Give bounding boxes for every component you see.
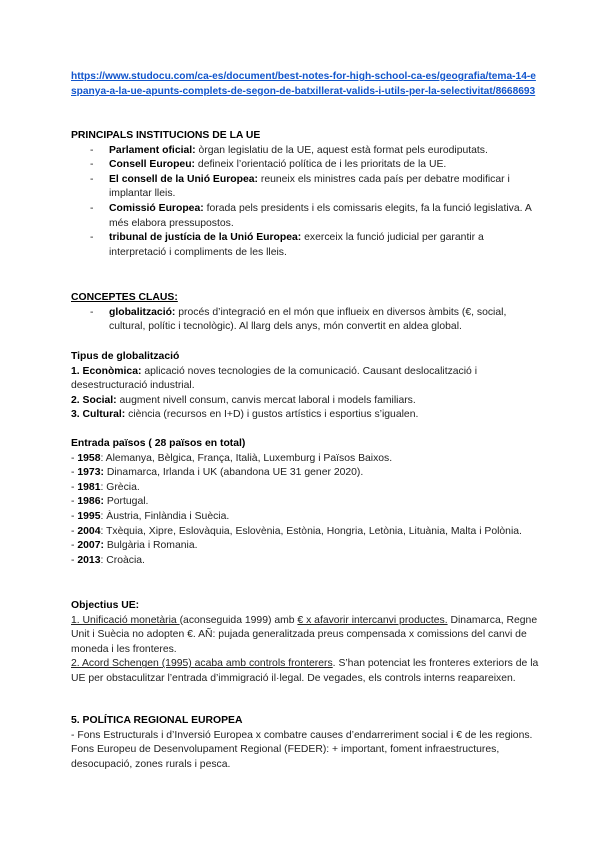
- list-item: - 1958: Alemanya, Bèlgica, França, Italià, Luxemburg i Països Baixos.: [71, 452, 393, 464]
- list-item: - Parlament oficial: òrgan legislatiu de la UE, aquest està format pels eurodiputats.: [90, 144, 488, 156]
- list-item: - globalització: procés d’integració en el món que influeix en diversos àmbits (€, social, cultural, polític i tecnològic). Al llarg dels anys, món convertit en aldea global.: [90, 306, 507, 333]
- objective-1: 1. Unificació monetària (aconseguida 1999) amb € x afavorir intercanvi productes. Dinamarca, Regne Unit i Suècia no adopten €. AÑ: pujada generalitzada preus compensada x comissions del canvi de moneda i les fronteres.: [71, 614, 538, 655]
- source-link[interactable]: https://www.studocu.com/ca-es/document/best-notes-for-high-school-ca-es/geografia/tema-14-espanya-a-la-ue-apunts-complets-de-segon-de-batxillerat-valids-i-utils-per-la-selectivitat/8668693: [71, 71, 536, 97]
- section-title: Entrada països ( 28 països en total): [71, 438, 246, 449]
- section-entrada: [71, 437, 539, 568]
- list-item: - 2004: Txèquia, Xipre, Eslovàquia, Eslovènia, Estònia, Hongria, Letònia, Lituània, Malta i Polònia.: [71, 525, 522, 537]
- section-title: PRINCIPALS INSTITUCIONS DE LA UE: [71, 130, 261, 141]
- paragraph: - Fons Estructurals i d’Inversió Europea x combatre causes d’endarreriment social i € de les regions. Fons Europeu de Desenvolupament Regional (FEDER): + important, foment infraestructures, desocupació, zones rurals i pesca.: [71, 729, 533, 770]
- list-item: - tribunal de justícia de la Unió Europea: exerceix la funció judicial per garantir a interpretació i compliments de les lleis.: [90, 232, 484, 258]
- list-item: - 1981: Grècia.: [71, 481, 140, 493]
- section-title: CONCEPTES CLAUS:: [71, 292, 178, 303]
- list-item: - Consell Europeu: defineix l’orientació política de i les prioritats de la UE.: [90, 159, 447, 171]
- list-item: 3. Cultural: ciència (recursos en I+D) i gustos artístics i esportius s’igualen.: [71, 409, 419, 421]
- list-item: - 2013: Croàcia.: [71, 554, 145, 566]
- list-item: - Comissió Europea: forada pels presidents i els comissaris elegits, fa la funció legislativa. A més elabora pressupostos.: [90, 202, 532, 229]
- section-title: 5. POLÍTICA REGIONAL EUROPEA: [71, 715, 243, 726]
- list-item: - El consell de la Unió Europea: reuneix els ministres cada país per debatre modificar i implantar lleis.: [90, 173, 510, 200]
- section-conceptes: [71, 291, 539, 335]
- list-item: - 1986: Portugal.: [71, 496, 149, 508]
- section-title: Tipus de globalització: [71, 351, 180, 362]
- section-politica: [71, 714, 539, 772]
- section-objectius: [71, 599, 539, 687]
- section-title: Objectius UE:: [71, 600, 140, 611]
- section-tipus: [71, 350, 539, 423]
- list-item: - 1973: Dinamarca, Irlanda i UK (abandona UE 31 gener 2020).: [71, 467, 364, 479]
- list-item: - 1995: Àustria, Finlàndia i Suècia.: [71, 510, 230, 522]
- section-institucions: [71, 129, 539, 260]
- objective-2: 2. Acord Schengen (1995) acaba amb controls fronterers. S’han potenciat les fronteres exteriors de la UE per obstaculitzar l’entrada d’immigració il·legal. De vegades, els controls interns reapareixen.: [71, 658, 539, 684]
- list-item: - 2007: Bulgària i Romania.: [71, 540, 198, 552]
- list-item: 1. Econòmica: aplicació noves tecnologies de la comunicació. Causant deslocalització i desestructuració industrial.: [71, 365, 478, 392]
- list-item: 2. Social: augment nivell consum, canvis mercat laboral i models familiars.: [71, 394, 416, 406]
